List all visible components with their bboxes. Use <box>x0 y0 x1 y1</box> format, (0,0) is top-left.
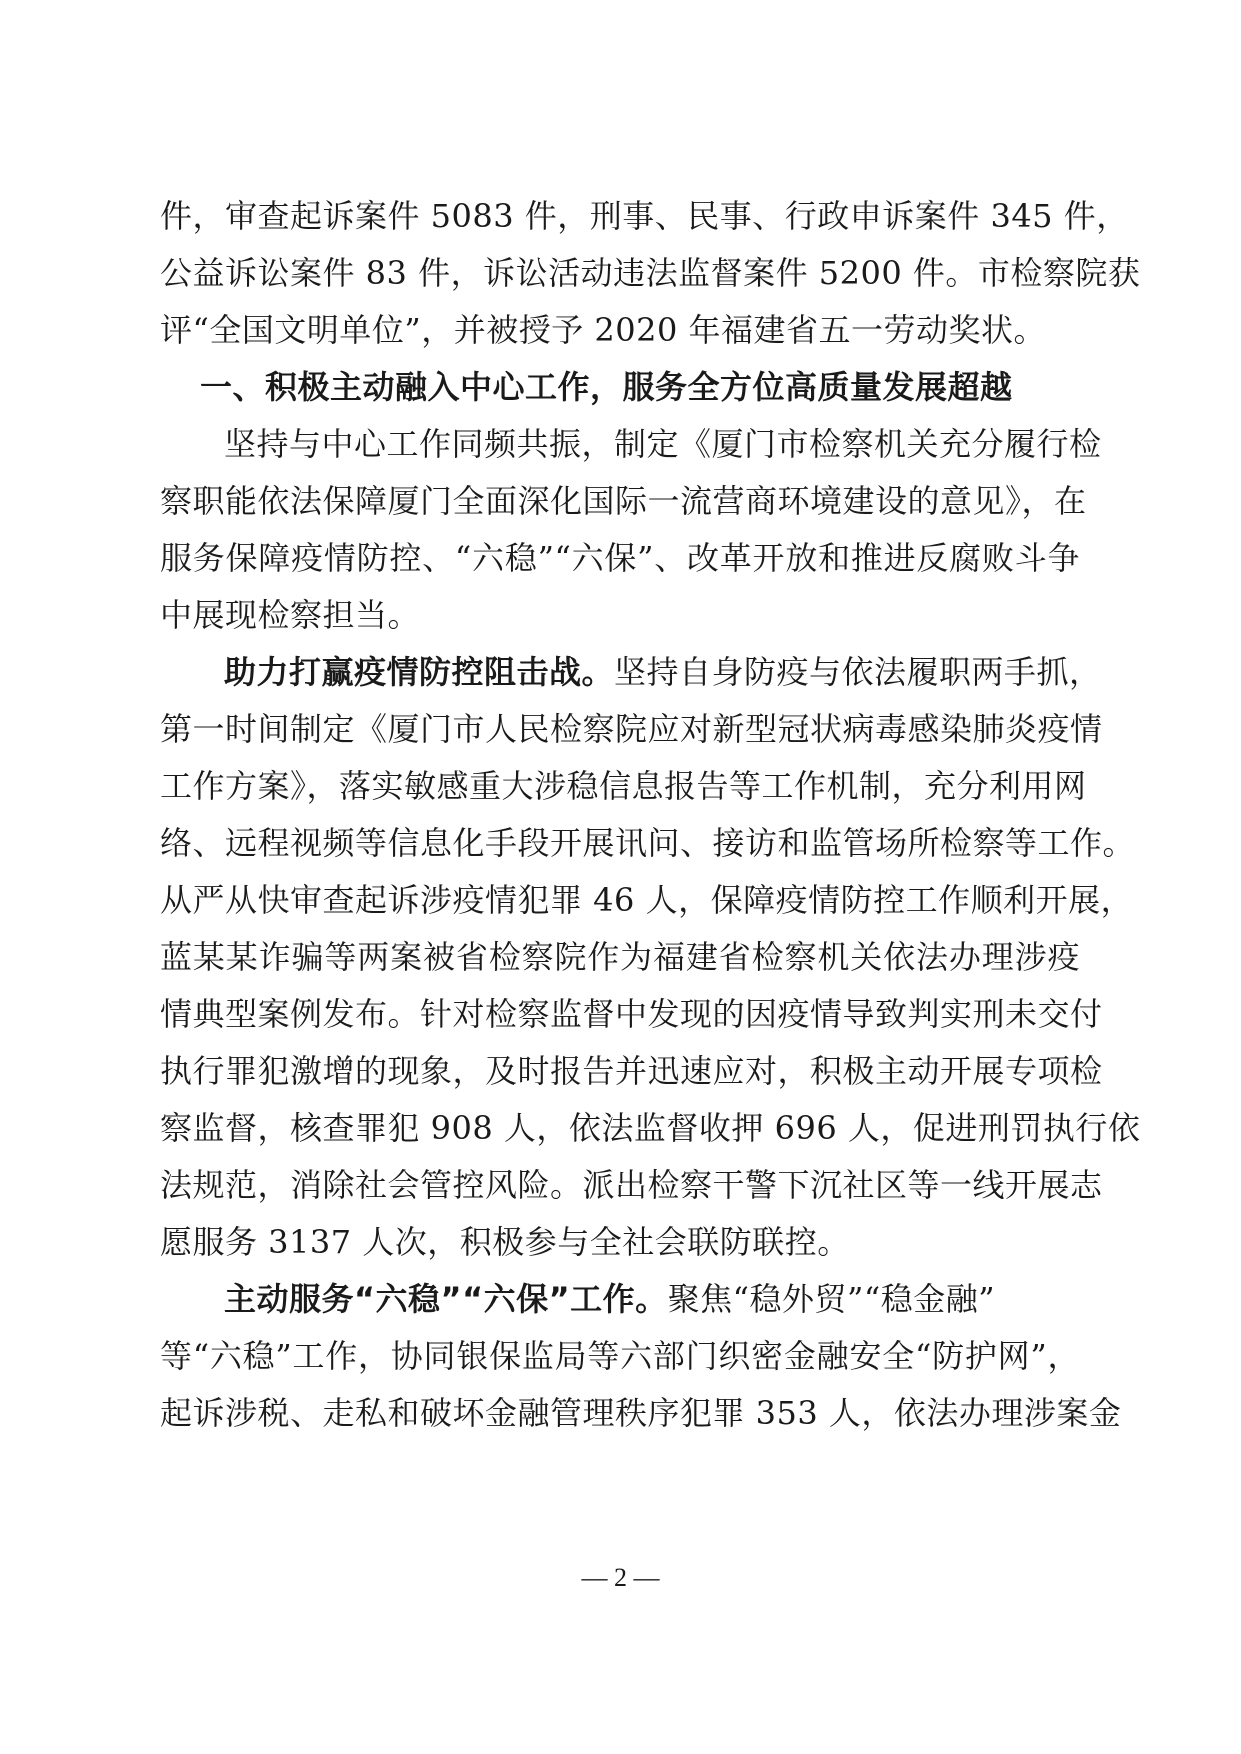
epidemic-line-9: 察监督，核查罪犯 908 人，依法监督收押 696 人，促进刑罚执行依 <box>160 1109 1141 1147</box>
epidemic-line-2: 第一时间制定《厦门市人民检察院应对新型冠状病毒感染肺炎疫情 <box>160 710 1103 748</box>
section-paragraph-line-2: 察职能依法保障厦门全面深化国际一流营商环境建设的意见》，在 <box>160 482 1087 520</box>
epidemic-line-11: 愿服务 3137 人次，积极参与全社会联防联控。 <box>160 1223 850 1261</box>
intro-line-1: 件，审查起诉案件 5083 件，刑事、民事、行政申诉案件 345 件， <box>160 197 1129 235</box>
six-stability-first-line-rest: 聚焦“稳外贸”“稳金融” <box>667 1280 996 1318</box>
six-stability-first-line <box>224 1279 1080 1319</box>
intro-line-2: 公益诉讼案件 83 件，诉讼活动违法监督案件 5200 件。市检察院获 <box>160 254 1141 292</box>
section-paragraph-line-1: 坚持与中心工作同频共振，制定《厦门市检察机关充分履行检 <box>224 425 1102 463</box>
section-heading: 一、积极主动融入中心工作，服务全方位高质量发展超越 <box>200 368 1013 406</box>
epidemic-line-8: 执行罪犯激增的现象，及时报告并迅速应对，积极主动开展专项检 <box>160 1052 1103 1090</box>
six-stability-lead: 主动服务“六稳”“六保”工作。 <box>224 1280 668 1318</box>
epidemic-first-line <box>224 652 1102 692</box>
epidemic-line-3: 工作方案》，落实敏感重大涉稳信息报告等工作机制，充分利用网 <box>160 767 1087 805</box>
six-stability-line-2: 等“六稳”工作，协同银保监局等六部门织密金融安全“防护网”， <box>160 1337 1080 1375</box>
epidemic-lead: 助力打赢疫情防控阻击战。 <box>224 653 615 691</box>
epidemic-first-line-rest: 坚持自身防疫与依法履职两手抓， <box>614 653 1102 691</box>
page-number: — 2 — <box>581 1563 660 1592</box>
epidemic-line-6: 蓝某某诈骗等两案被省检察院作为福建省检察机关依法办理涉疫 <box>160 938 1080 976</box>
epidemic-line-5: 从严从快审查起诉涉疫情犯罪 46 人，保障疫情防控工作顺利开展， <box>160 881 1134 919</box>
epidemic-line-4: 络、远程视频等信息化手段开展讯问、接访和监管场所检察等工作。 <box>160 824 1136 862</box>
section-paragraph-line-3: 服务保障疫情防控、“六稳”“六保”、改革开放和推进反腐败斗争 <box>160 539 1080 577</box>
section-paragraph-line-4: 中展现检察担当。 <box>160 596 421 634</box>
epidemic-line-10: 法规范，消除社会管控风险。派出检察干警下沉社区等一线开展志 <box>160 1166 1103 1204</box>
six-stability-line-3: 起诉涉税、走私和破坏金融管理秩序犯罪 353 人，依法办理涉案金 <box>160 1394 1122 1432</box>
epidemic-line-7: 情典型案例发布。针对检察监督中发现的因疫情导致判实刑未交付 <box>160 995 1103 1033</box>
intro-line-3: 评“全国文明单位”，并被授予 2020 年福建省五一劳动奖状。 <box>160 311 1047 349</box>
